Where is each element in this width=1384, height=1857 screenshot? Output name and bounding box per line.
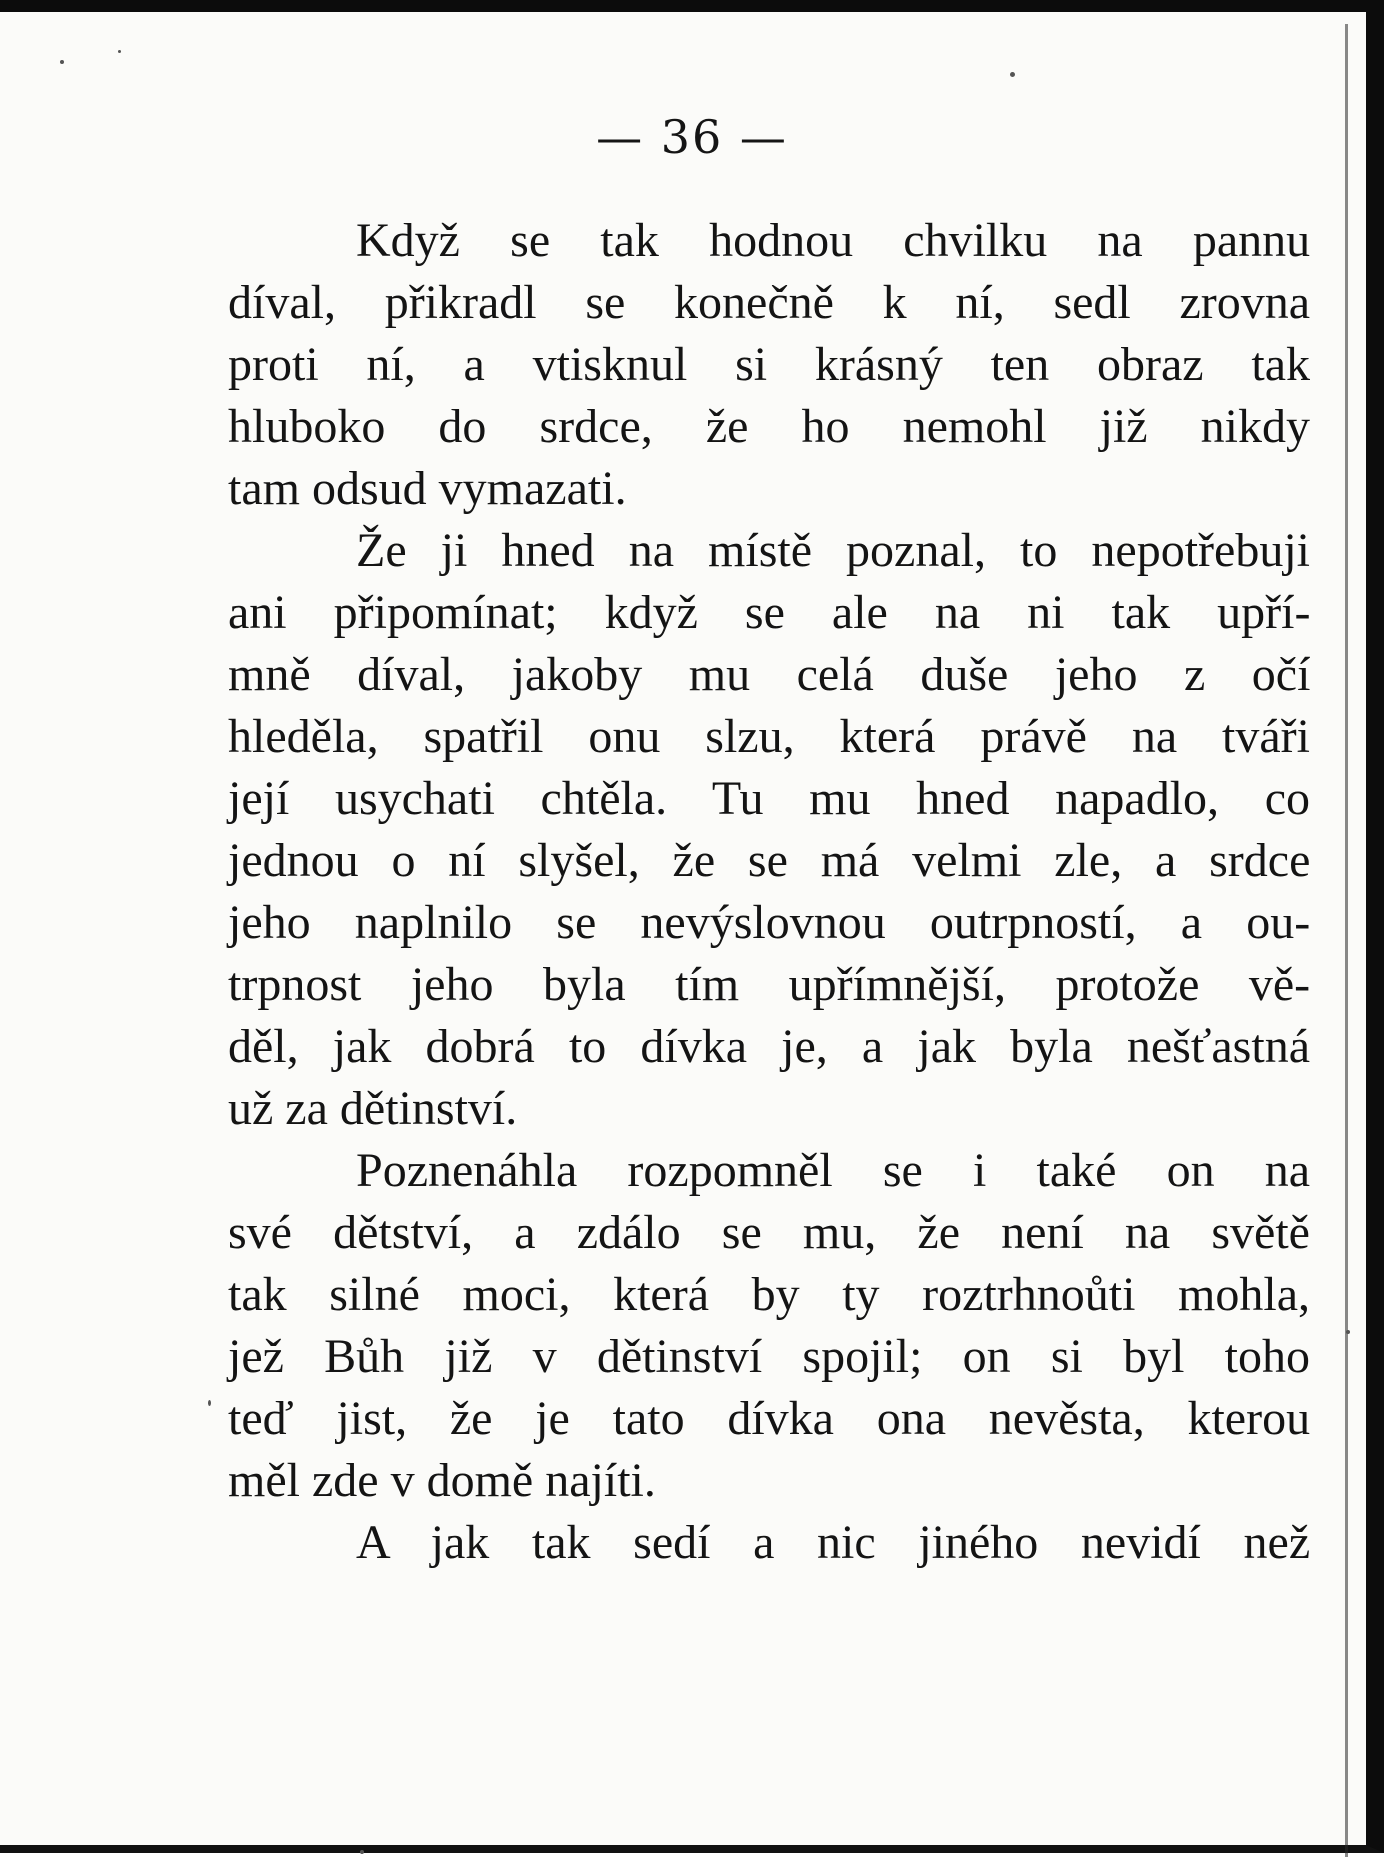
dust-speck <box>360 1850 364 1854</box>
text-line: trpnost jeho byla tím upřímnější, protože vě- <box>228 958 1311 1011</box>
page-edge-shadow <box>1345 24 1348 1857</box>
text-line: hleděla, spatřil onu slzu, která právě na tváři <box>228 710 1310 763</box>
dust-speck <box>208 1400 211 1406</box>
text-line: Že ji hned na místě poznal, to nepotřebuji <box>356 524 1310 577</box>
text-line: jeho naplnilo se nevýslovnou outrpností, a ou- <box>228 896 1311 949</box>
text-line: proti ní, a vtisknul si krásný ten obraz tak <box>228 338 1310 391</box>
text-line: Když se tak hodnou chvilku na pannu <box>356 214 1311 267</box>
text-line: mně díval, jakoby mu celá duše jeho z očí <box>228 648 1311 701</box>
dust-speck <box>118 50 121 53</box>
text-line: Poznenáhla rozpomněl se i také on na <box>356 1144 1311 1197</box>
text-line: měl zde v domě najíti. <box>228 1454 656 1507</box>
text-line: její usychati chtěla. Tu mu hned napadlo, co <box>228 772 1310 825</box>
text-line: hluboko do srdce, že ho nemohl již nikdy <box>228 400 1310 453</box>
page-number: — 36 — <box>596 110 788 164</box>
text-line: děl, jak dobrá to dívka je, a jak byla nešťastná <box>228 1020 1310 1073</box>
text-line: tam odsud vymazati. <box>228 462 627 515</box>
text-line: díval, přikradl se konečně k ní, sedl zrovna <box>228 276 1311 329</box>
text-line: teď jist, že je tato dívka ona nevěsta, kterou <box>228 1392 1311 1445</box>
dust-speck <box>1010 72 1015 77</box>
dust-speck <box>60 60 64 64</box>
text-line: ani připomínat; když se ale na ni tak upří- <box>228 586 1311 639</box>
text-line: už za dětinství. <box>228 1082 518 1135</box>
body-text <box>228 210 1310 1574</box>
text-line: jež Bůh již v dětinství spojil; on si byl toho <box>228 1330 1310 1383</box>
text-line: A jak tak sedí a nic jiného nevidí než <box>356 1516 1311 1569</box>
text-line: jednou o ní slyšel, že se má velmi zle, a srdce <box>228 834 1311 887</box>
text-line: své dětství, a zdálo se mu, že není na světě <box>228 1206 1310 1259</box>
text-line: tak silné moci, která by ty roztrhnoůti mohla, <box>228 1268 1310 1321</box>
dust-speck <box>1346 1330 1350 1334</box>
